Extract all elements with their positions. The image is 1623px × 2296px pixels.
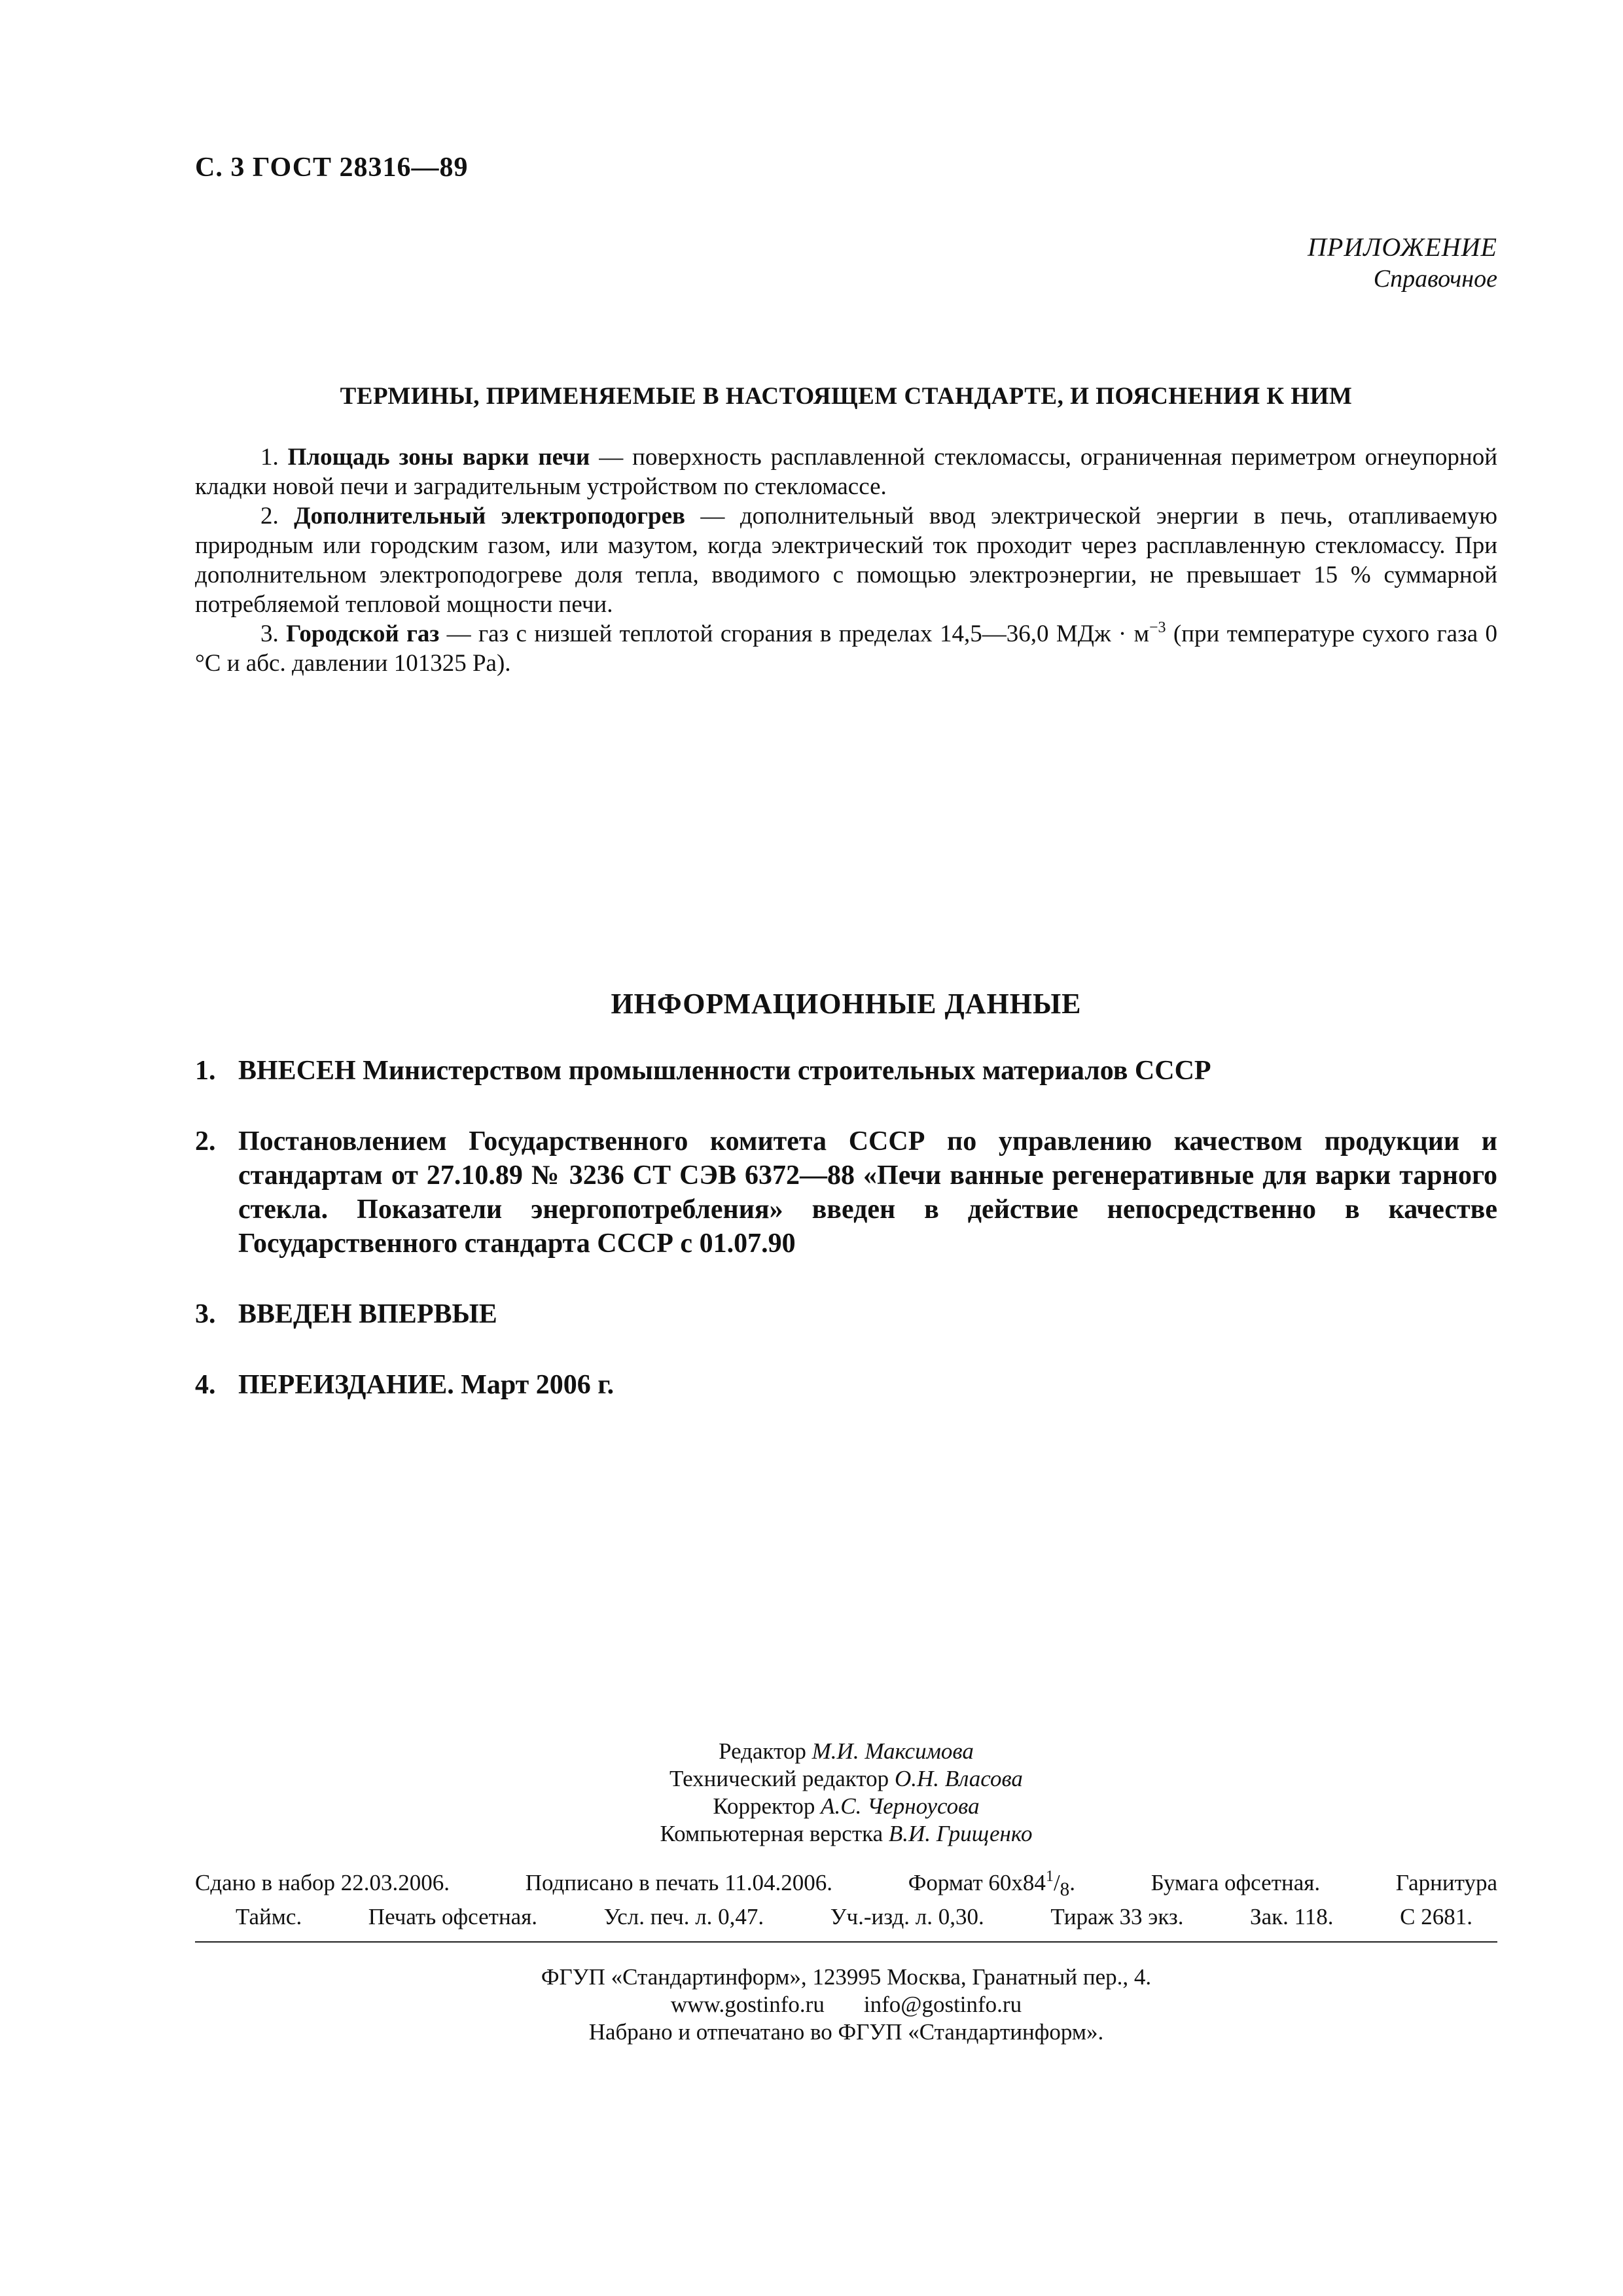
credit-line: [195, 1820, 1497, 1848]
term-item: [195, 619, 1497, 678]
printed-note: Набрано и отпечатано во ФГУП «Стандартинформ».: [588, 2019, 1104, 2045]
appendix-title: ПРИЛОЖЕНИЕ: [1308, 232, 1497, 262]
info-number: 1.: [195, 1056, 216, 1086]
typeface-label: Гарнитура: [1395, 1870, 1497, 1895]
terms-list: [195, 442, 1497, 678]
credit-role: Редактор: [719, 1738, 806, 1764]
submitted-date: Сдано в набор 22.03.2006.: [195, 1870, 450, 1895]
credit-name: А.С. Черноусова: [821, 1793, 980, 1819]
publishing-sheets: Уч.-изд. л. 0,30.: [830, 1904, 984, 1929]
appendix-subtitle: Справочное: [1373, 265, 1497, 293]
info-number: 3.: [195, 1299, 216, 1329]
order-number: Зак. 118.: [1250, 1904, 1334, 1929]
info-item: [195, 1054, 1497, 1088]
credit-line: [195, 1738, 1497, 1765]
appendix-label: [1308, 232, 1497, 295]
footer-divider: [195, 1941, 1497, 1943]
credit-role: Корректор: [713, 1793, 815, 1819]
circulation: Тираж 33 экз.: [1050, 1904, 1184, 1929]
info-number: 2.: [195, 1126, 216, 1157]
info-number: 4.: [195, 1370, 216, 1400]
credit-line: [195, 1793, 1497, 1820]
term-name: Площадь зоны варки печи: [287, 444, 590, 471]
publisher-website: www.gostinfo.ru: [670, 1992, 825, 2017]
paper-type: Бумага офсетная.: [1150, 1870, 1321, 1895]
term-number: 1.: [260, 444, 279, 471]
printing-method: Печать офсетная.: [368, 1904, 538, 1929]
info-item: [195, 1368, 1497, 1402]
term-item: [195, 442, 1497, 501]
info-text: ПЕРЕИЗДАНИЕ. Март 2006 г.: [238, 1370, 615, 1400]
publisher-contacts: [195, 1991, 1497, 2018]
info-item: [195, 1297, 1497, 1331]
credits-block: [195, 1738, 1497, 1848]
signed-date: Подписано в печать 11.04.2006.: [525, 1870, 833, 1895]
term-item: [195, 501, 1497, 619]
page-header: С. 3 ГОСТ 28316—89: [195, 152, 469, 183]
credit-role: Технический редактор: [669, 1766, 889, 1791]
info-item: [195, 1124, 1497, 1261]
typeface-name: Таймс.: [236, 1904, 302, 1929]
publisher-address: ФГУП «Стандартинформ», 123995 Москва, Гранатный пер., 4.: [541, 1964, 1152, 1990]
print-code: С 2681.: [1400, 1904, 1472, 1929]
term-name: Дополнительный электроподогрев: [294, 503, 685, 529]
print-data-block: [195, 1869, 1497, 1931]
print-data-row: [195, 1903, 1497, 1931]
info-section-title: ИНФОРМАЦИОННЫЕ ДАННЫЕ: [611, 988, 1082, 1020]
term-definition: — дополнительный ввод электрической энергии в печь, отапливаемую природным или городским газом, или мазутом, когда электрический ток проходит через расплавленную стекломассу. При дополнительном электроподогреве доля тепла, вводимого с помощью электроэнергии, не превышает 15 % суммарной потребляемой тепловой мощности печи.: [195, 503, 1498, 618]
publisher-block: [195, 1964, 1497, 2046]
info-text: ВНЕСЕН Министерством промышленности строительных материалов СССР: [238, 1056, 1211, 1086]
term-definition: — газ с низшей теплотой сгорания в пределах 14,5—36,0 МДж · м: [439, 620, 1150, 647]
info-list: [195, 1054, 1497, 1439]
credit-name: В.И. Грищенко: [888, 1821, 1033, 1846]
credit-name: О.Н. Власова: [894, 1766, 1023, 1791]
conditional-sheets: Усл. печ. л. 0,47.: [603, 1904, 764, 1929]
print-data-row: [195, 1869, 1497, 1903]
publisher-email: info@gostinfo.ru: [863, 1992, 1022, 2017]
term-number: 2.: [260, 503, 279, 529]
term-number: 3.: [260, 620, 279, 647]
term-name: Городской газ: [286, 620, 440, 647]
info-text: Постановлением Государственного комитета СССР по управлению качеством продукции и стандартам от 27.10.89 № 3236 СТ СЭВ 6372—88 «Печи ванные регенеративные для варки тарного стекла. Показатели энергопотребления» введен в действие непосредственно в качестве Государственного стандарта СССР с 01.07.90: [238, 1126, 1497, 1259]
term-definition: — поверхность расплавленной стекломассы, ограниченная периметром огнеупорной кладки новой печи и заградительным устройством по стекломассе.: [195, 444, 1497, 500]
info-text: ВВЕДЕН ВПЕРВЫЕ: [238, 1299, 497, 1329]
credit-line: [195, 1765, 1497, 1793]
terms-section-title: ТЕРМИНЫ, ПРИМЕНЯЕМЫЕ В НАСТОЯЩЕМ СТАНДАРТЕ, И ПОЯСНЕНИЯ К НИМ: [340, 383, 1353, 410]
credit-role: Компьютерная верстка: [660, 1821, 883, 1846]
term-exponent: −3: [1149, 619, 1166, 636]
paper-format: Формат $60х84^1/_8$.: [908, 1868, 1075, 1900]
term-definition-end: (при температуре сухого газа 0 °C и абс. давлении 101325 Pa).: [195, 620, 1498, 677]
credit-name: М.И. Максимова: [812, 1738, 974, 1764]
